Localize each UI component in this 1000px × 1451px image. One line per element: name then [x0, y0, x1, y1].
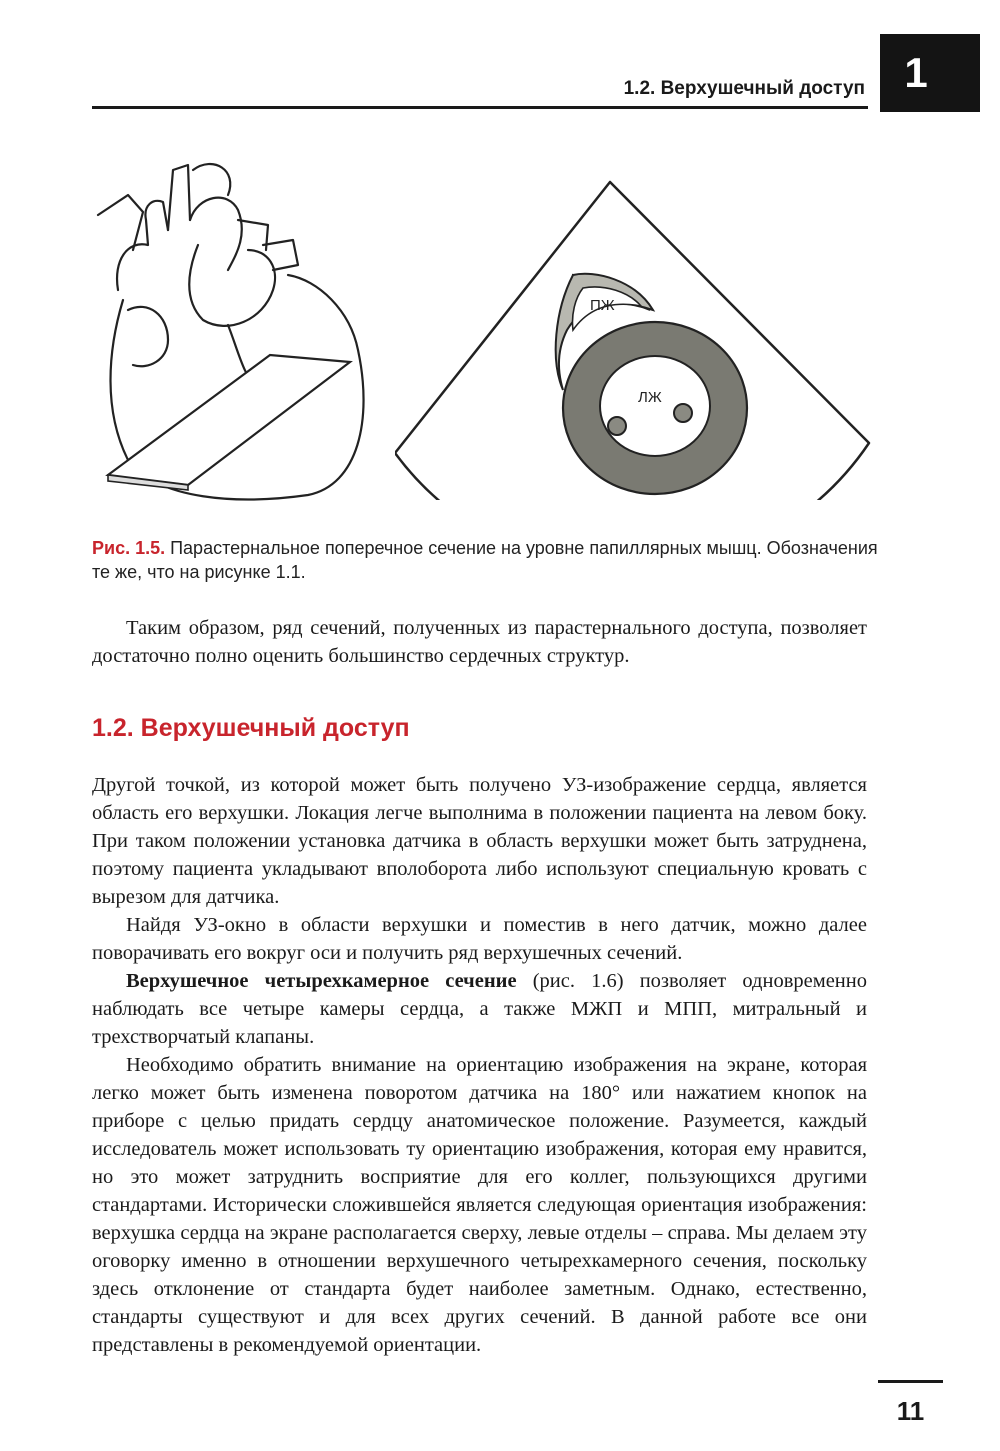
lv-label: ЛЖ	[638, 389, 662, 406]
rv-label: ПЖ	[590, 297, 615, 314]
bold-term: Верхушечное четырехкамерное сечение	[126, 970, 517, 992]
paragraph: Необходимо обратить внимание на ориентацию изображения на экране, которая легко может быть изменена поворотом датчика на 180° или нажатием кнопок на приборе с целью придать сердцу анатомическое положение. Разумеется, каждый исследователь может использовать ту ориентацию изображения, которая ему нравится, но это может затруднить восприятие для его коллег, пользующихся другими стандартами. Исторически сложившейся является следующая ориентация изображения: верхушка сердца на экране располагается сверху, левые отделы – справа. Мы делаем эту оговорку именно в отношении верхушечного четырехкамерного сечения, поскольку здесь отклонение от стандарта будет наиболее заметным. Однако, естественно, стандарты существуют и для всех других сечений. В данной работе все они представлены в рекомендуемой ориентации.	[92, 1054, 867, 1356]
paragraph: Другой точкой, из которой может быть получено УЗ-изображение сердца, является область его верхушки. Локация легче выполнима в положении пациента на левом боку. При таком положении установка датчика в область верхушки может быть затруднена, поэтому пациента укладывают вполоборота либо используют специальную кровать с вырезом для датчика.	[92, 774, 867, 908]
caption-text: Парастернальное поперечное сечение на уровне папиллярных мышц. Обозначения те же, что на рисунке 1.1.	[92, 538, 878, 582]
header-rule	[92, 106, 868, 109]
running-header-title: 1.2. Верхушечный доступ	[623, 78, 865, 99]
papillary-muscle	[674, 404, 692, 422]
cross-section-diagram	[395, 180, 875, 500]
heart-illustration	[88, 150, 378, 515]
chapter-tab: 1	[880, 34, 980, 112]
paragraph-text: (рис. 1.6) позволяет одновременно наблюдать все четыре камеры сердца, а также МЖП и МПП, митральный и трехстворчатый клапаны.	[92, 970, 867, 1048]
page-number: 11	[896, 1396, 925, 1426]
figure-caption	[92, 536, 882, 584]
paragraph: Найдя УЗ-окно в области верхушки и поместив в него датчик, можно далее поворачивать его вокруг оси и получить ряд верхушечных сечений.	[92, 914, 867, 964]
paragraph	[92, 967, 867, 1051]
paragraph: Таким образом, ряд сечений, полученных из парастернального доступа, позволяет достаточно полно оценить большинство сердечных структур.	[92, 617, 867, 667]
footer-rule	[878, 1380, 943, 1383]
section-heading: 1.2. Верхушечный доступ	[92, 714, 410, 742]
caption-label: Рис. 1.5.	[92, 538, 166, 558]
papillary-muscle	[608, 417, 626, 435]
lv-cavity	[600, 356, 710, 456]
